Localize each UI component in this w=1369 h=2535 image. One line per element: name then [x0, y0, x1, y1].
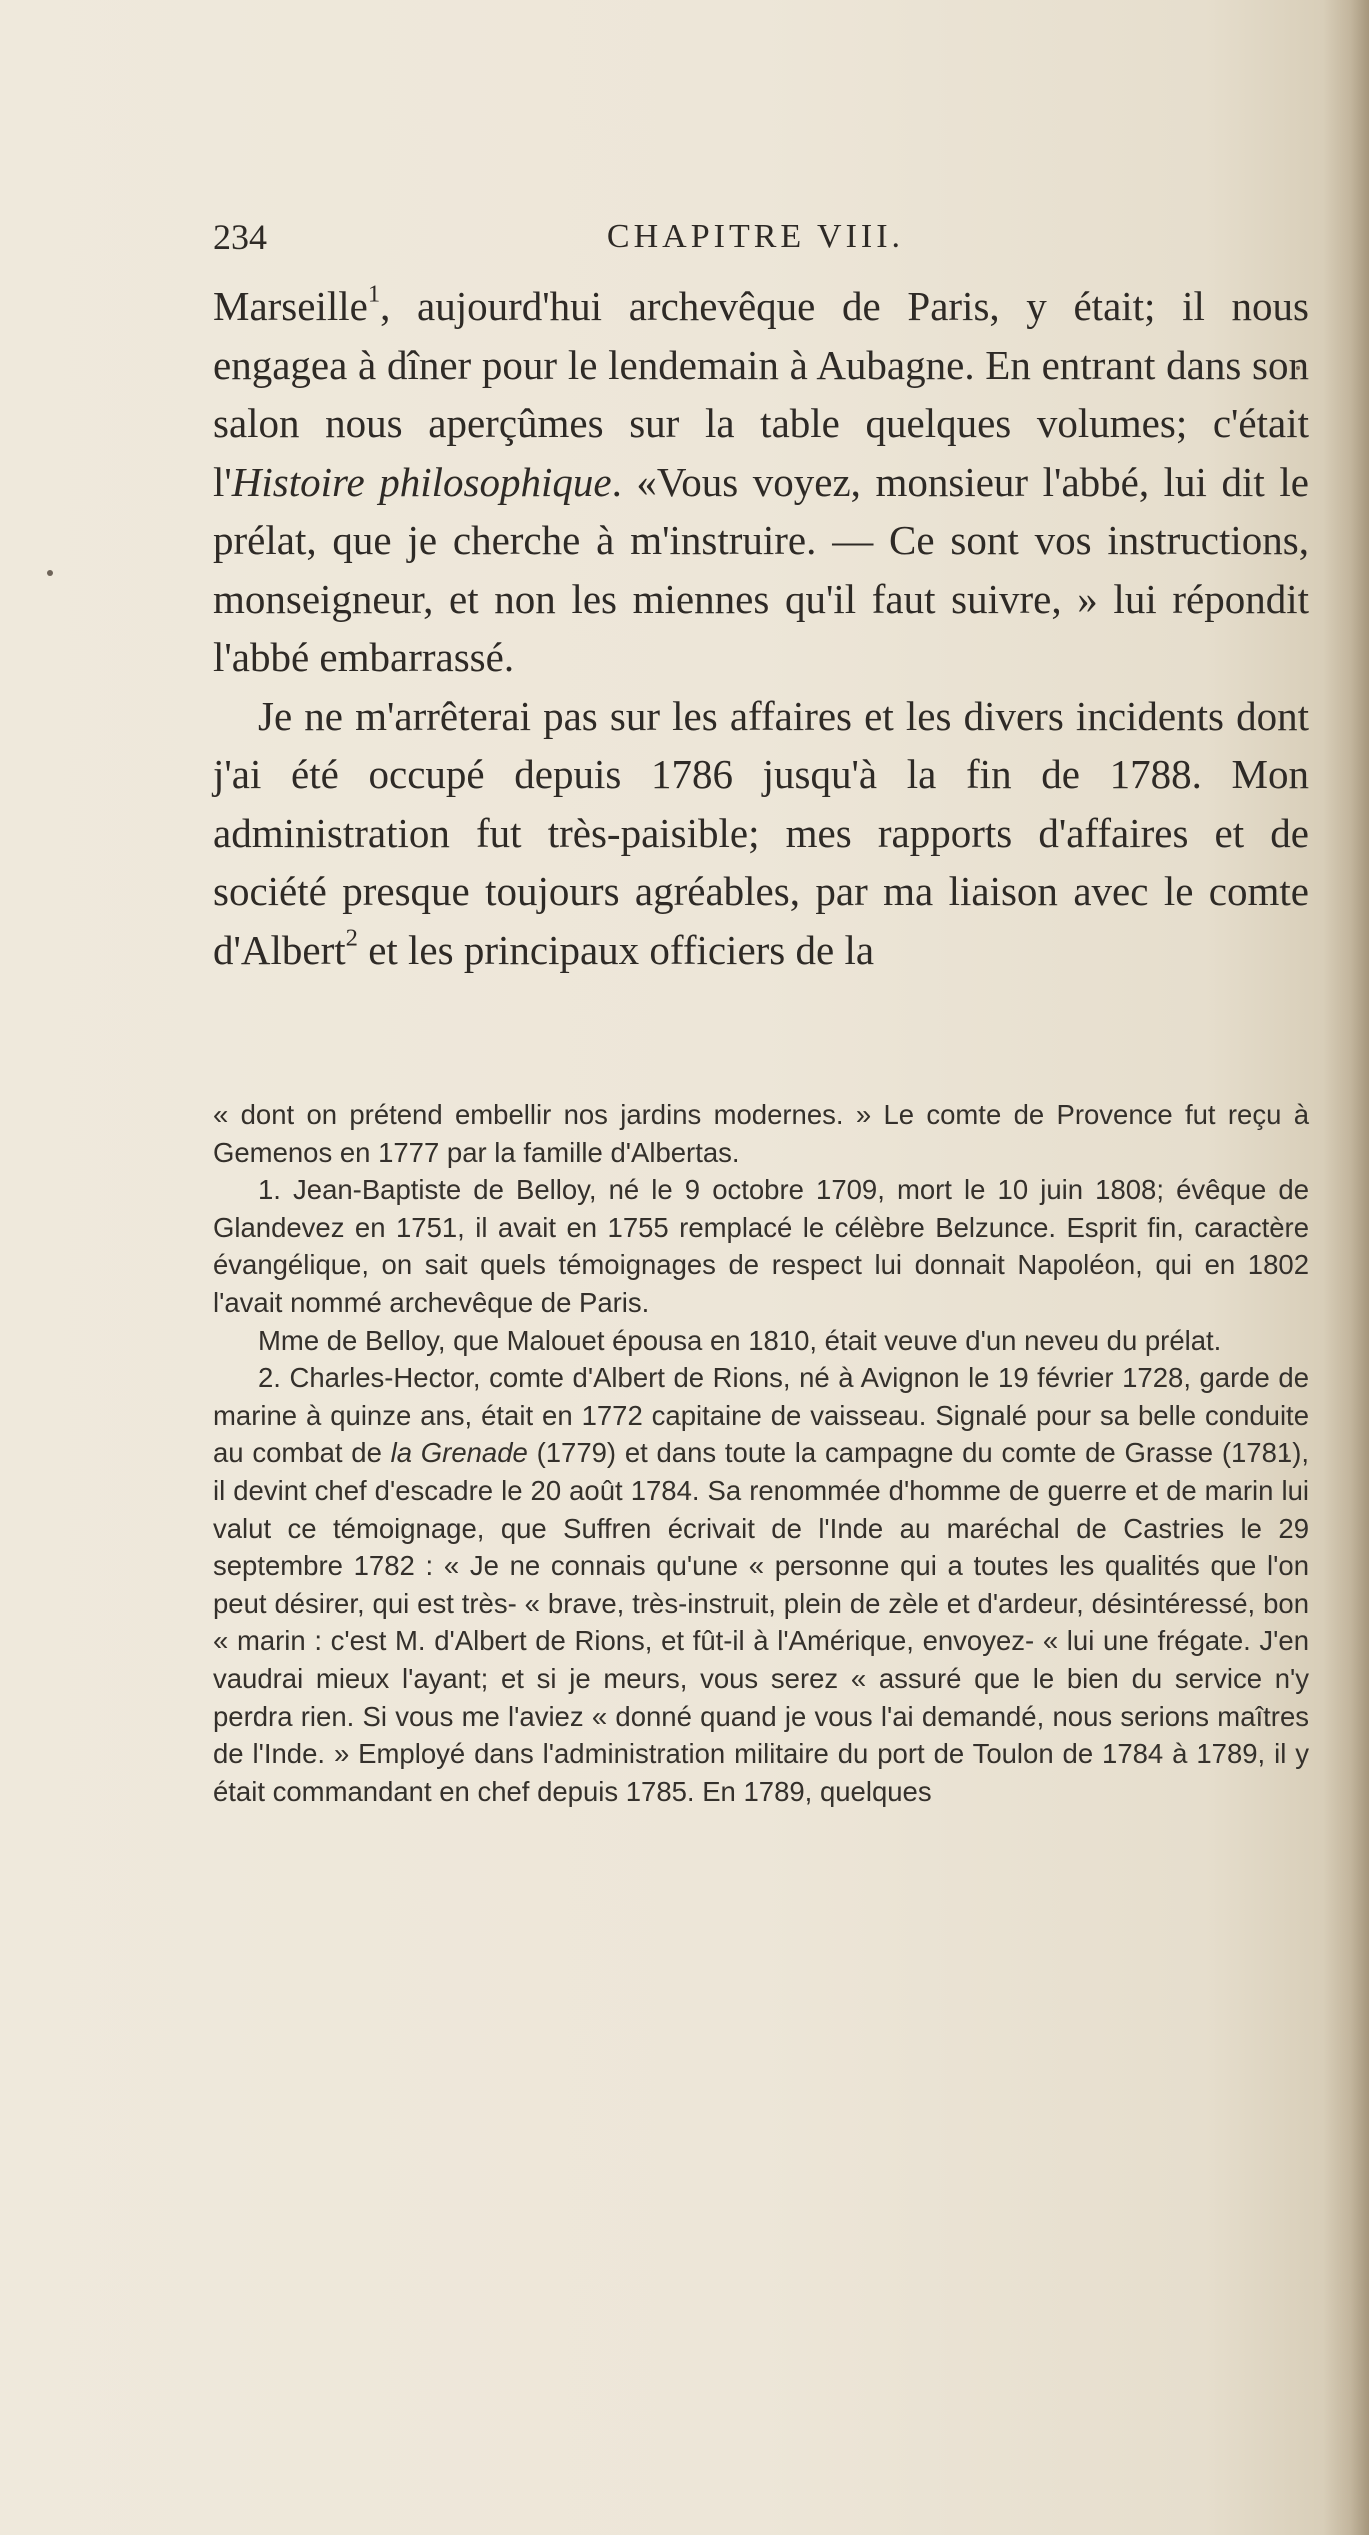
- footnote-1-continued: Mme de Belloy, que Malouet épousa en 1810, était veuve d'un neveu du prélat.: [258, 1324, 1222, 1356]
- footnote-ref-2: 2: [345, 924, 358, 952]
- footnote-ref-1: 1: [367, 280, 381, 308]
- page-gutter-shadow: [1323, 0, 1369, 2535]
- footnotes: [213, 1096, 1309, 1810]
- page-number: 234: [213, 217, 267, 257]
- ship-name: la Grenade: [390, 1437, 528, 1469]
- footnote-continued: « dont on prétend embellir nos jardins modernes. » Le comte de Provence fut reçu à Gemenos en 1777 par la famille d'Albertas.: [213, 1099, 1309, 1168]
- main-text: [213, 277, 1309, 979]
- page-header: [213, 212, 1298, 262]
- footnote-2: 2. Charles-Hector, comte d'Albert de Rions, né à Avignon le 19 février 1728, garde de marine à quinze ans, était en 1772 capitaine de vaisseau. Signalé pour sa belle conduite au combat de la Grenade (1779) et dans toute la campagne du comte de Grasse (1781), il devint chef d'escadre le 20 août 1784. Sa renommée d'homme de guerre et de marin lui valut ce témoignage, que Suffren écrivait de l'Inde au maréchal de Castries le 29 septembre 1782 : « Je ne connais qu'une « personne qui a toutes les qualités que l'on peut désirer, qui est très- « brave, très-instruit, plein de zèle et d'ardeur, désintéressé, bon « marin : c'est M. d'Albert de Rions, et fût-il à l'Amérique, envoyez- « lui une frégate. J'en vaudrai mieux l'ayant; et si je meurs, vous serez « assuré que le bien du service n'y perdra rien. Si vous me l'aviez « donné quand je vous l'ai demandé, nous serions maîtres de l'Inde. » Employé dans l'administration militaire du port de Toulon de 1784 à 1789, il y était commandant en chef depuis 1785. En 1789, quelques: [213, 1362, 1309, 1807]
- book-title: Histoire philosophique: [231, 458, 612, 505]
- paragraph-1: Marseille$^1$, aujourd'hui archevêque de Paris, y était; il nous engagea à dîner pour le lendemain à Aubagne. En entrant dans son salon nous aperçûmes sur la table quelques volumes; c'était l'Histoire philosophique. «Vous voyez, monsieur l'abbé, lui dit le prélat, que je cherche à m'instruire. — Ce sont vos instructions, monseigneur, et non les miennes qu'il faut suivre, » lui répondit l'abbé embarrassé.: [213, 280, 1309, 680]
- paragraph-2: Je ne m'arrêterai pas sur les affaires et les divers incidents dont j'ai été occupé depuis 1786 jusqu'à la fin de 1788. Mon administration fut très-paisible; mes rapports d'affaires et de société presque toujours agréables, par ma liaison avec le comte d'Albert$^2$ et les principaux officiers de la: [213, 692, 1309, 973]
- footnote-1: 1. Jean-Baptiste de Belloy, né le 9 octobre 1709, mort le 10 juin 1808; évêque de Glandevez en 1751, il avait en 1755 remplacé le célèbre Belzunce. Esprit fin, caractère évangélique, on sait quels témoignages de respect lui donnait Napoléon, qui en 1802 l'avait nommé archevêque de Paris.: [213, 1174, 1309, 1318]
- running-head: CHAPITRE VIII.: [606, 218, 905, 255]
